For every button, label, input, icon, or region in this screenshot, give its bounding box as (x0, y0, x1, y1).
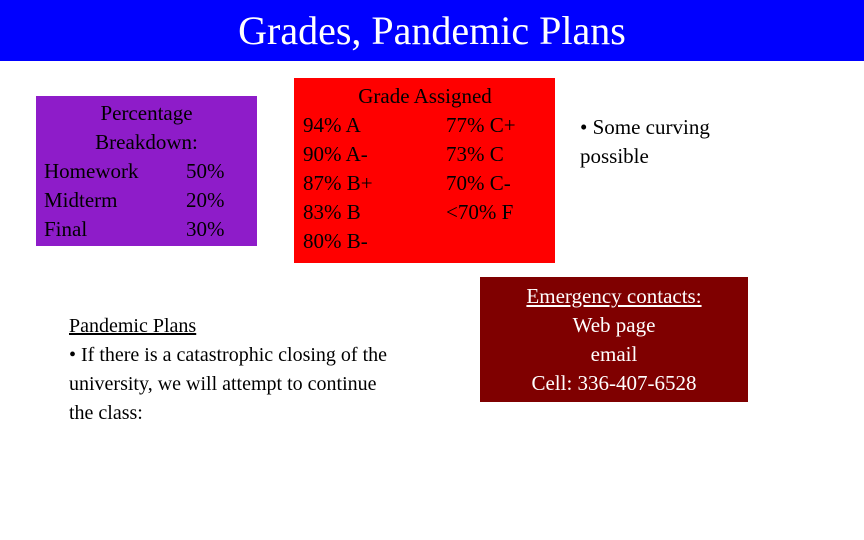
percentage-breakdown-box (36, 96, 257, 246)
grade-item: 77% C+ (446, 113, 516, 137)
grade-item: 90% A- (303, 142, 368, 166)
emergency-item-email: email (590, 342, 638, 366)
grade-columns (303, 111, 555, 256)
emergency-contacts-box (480, 277, 748, 402)
breakdown-label: Final (44, 217, 88, 241)
breakdown-value: 20% (186, 188, 225, 212)
percentage-header-line1: Percentage (100, 101, 193, 125)
grade-item: 83% B (303, 200, 361, 224)
breakdown-row-final (44, 215, 257, 244)
emergency-item-web-page: Web page (572, 313, 656, 337)
grade-item: 87% B+ (303, 171, 373, 195)
emergency-heading: Emergency contacts: (526, 284, 702, 308)
grade-right-column (446, 111, 516, 256)
grade-item: <70% F (446, 200, 514, 224)
curving-line1: • Some curving (580, 115, 710, 139)
breakdown-row-midterm (44, 186, 257, 215)
curving-note (580, 113, 760, 171)
grade-header: Grade Assigned (358, 84, 492, 108)
grade-item: 70% C- (446, 171, 511, 195)
grade-item: 94% A (303, 113, 361, 137)
percentage-header-line2: Breakdown: (95, 130, 198, 154)
grade-left-column (303, 111, 446, 256)
pandemic-line3: the class: (69, 402, 143, 424)
curving-line2: possible (580, 144, 649, 168)
breakdown-row-homework (44, 157, 257, 186)
breakdown-label: Midterm (44, 188, 118, 212)
breakdown-label: Homework (44, 159, 139, 183)
pandemic-heading: Pandemic Plans (69, 315, 197, 337)
emergency-item-cell: Cell: 336-407-6528 (531, 371, 697, 395)
pandemic-plans-section (69, 312, 469, 428)
breakdown-value: 30% (186, 217, 225, 241)
grade-assigned-box (294, 78, 555, 263)
grade-item: 80% B- (303, 229, 368, 253)
grade-item: 73% C (446, 142, 504, 166)
page-title: Grades, Pandemic Plans (0, 0, 864, 61)
pandemic-line1: • If there is a catastrophic closing of the (69, 344, 387, 366)
breakdown-value: 50% (186, 159, 225, 183)
pandemic-line2: university, we will attempt to continue (69, 373, 377, 395)
